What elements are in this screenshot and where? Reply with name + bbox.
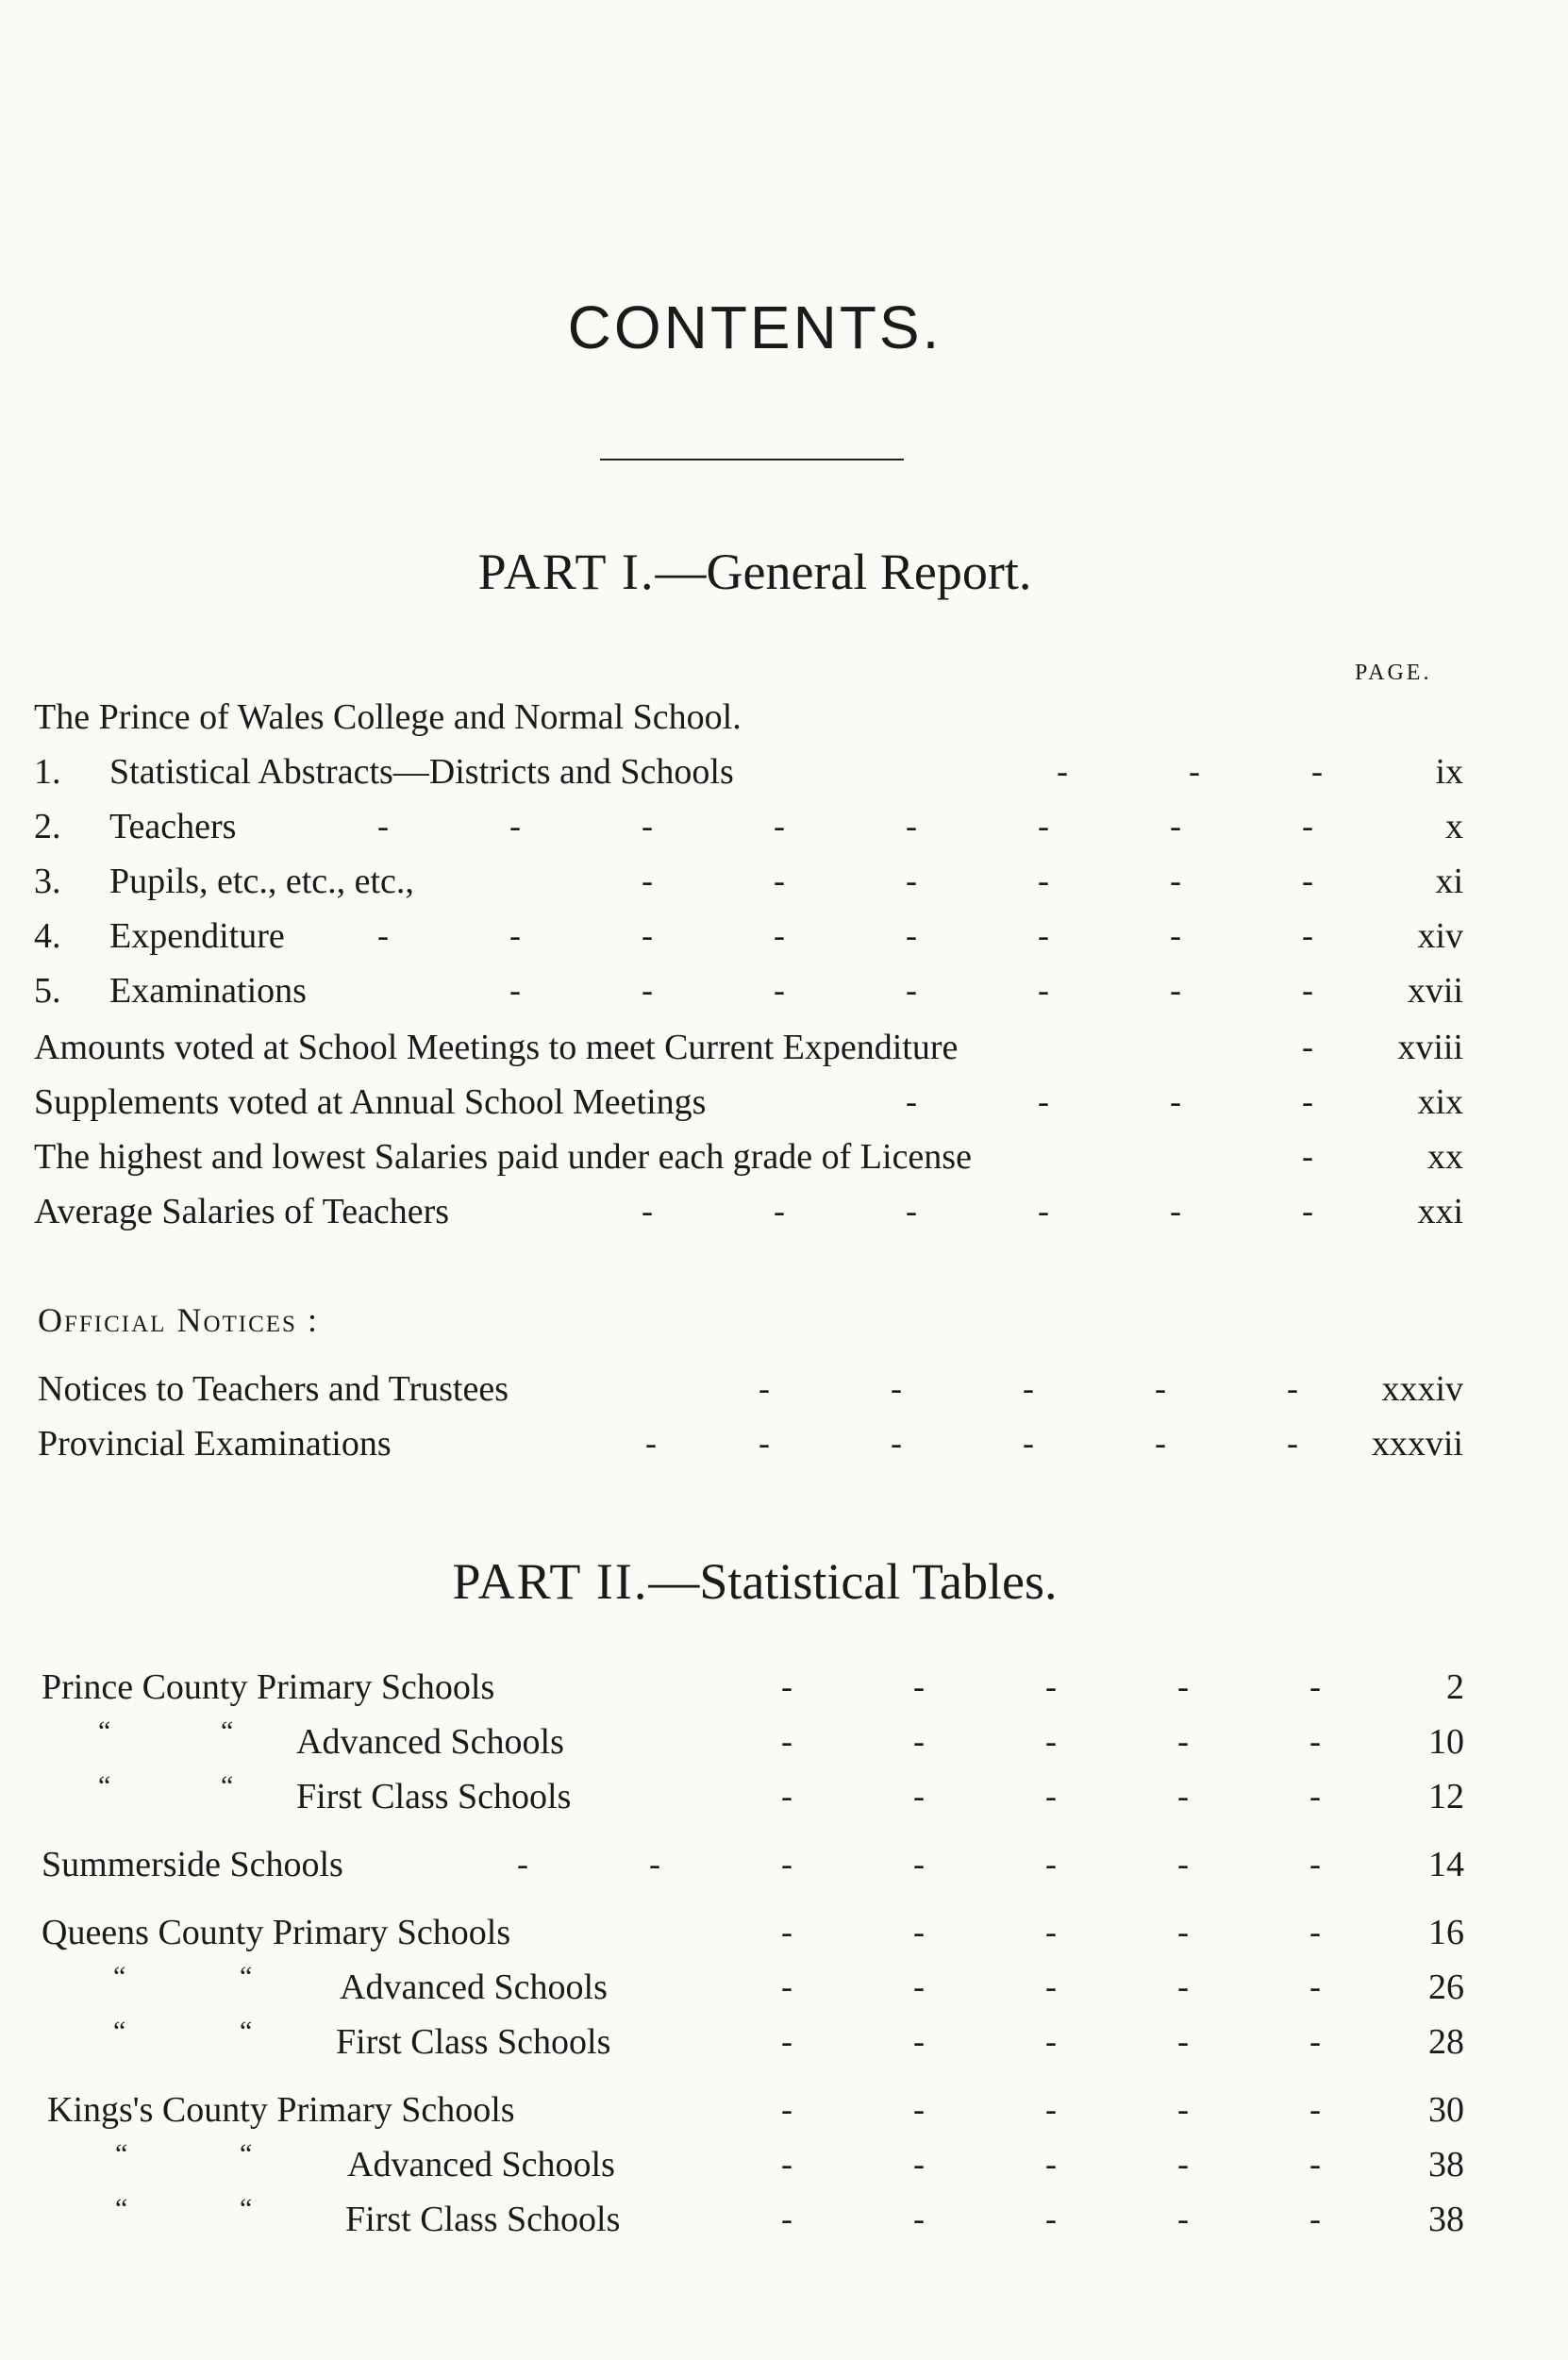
leader-dash: - [1309,1722,1321,1760]
leader-dash: - [1177,1845,1189,1883]
ditto-mark: “ [240,2016,253,2047]
page-title: CONTENTS. [567,293,942,361]
toc-row [42,1961,1513,2021]
part2-lead: PART II. [452,1553,649,1610]
toc-row-title: Pupils, etc., etc., etc., [109,862,414,901]
leader-dash: - [642,971,653,1009]
leader-dash: - [1302,1028,1313,1065]
toc-row-title: Teachers [109,807,237,846]
toc-row-title: Supplements voted at Annual School Meetings [34,1082,707,1122]
leader-dash: - [906,1082,917,1120]
leader-dash: - [509,807,521,845]
leader-dash: - [1177,1722,1189,1760]
toc-row-page: 14 [1428,1845,1464,1884]
toc-row-title: Examinations [109,971,307,1011]
leader-dash: - [649,1845,660,1883]
leader-dash: - [1038,1192,1049,1230]
leader-dash: - [1309,1845,1321,1883]
leader-dash: - [1155,1424,1166,1462]
toc-row-page: xi [1435,862,1463,901]
leader-dash: - [774,916,785,954]
leader-dash: - [781,2022,792,2060]
leader-dash: - [891,1424,902,1462]
leader-dash: - [1045,2022,1057,2060]
toc-row-page: x [1445,807,1463,846]
toc-row [34,1027,1506,1081]
ditto-mark: “ [98,1716,111,1747]
toc-row-title: Advanced Schools [296,1722,564,1762]
toc-row [34,1191,1506,1246]
leader-dash: - [509,971,521,1009]
toc-row [34,970,1506,1025]
toc-row-title: Amounts voted at School Meetings to meet Current Expenditure [34,1028,959,1067]
toc-row-title: First Class Schools [336,2022,611,2062]
leader-dash: - [1045,2090,1057,2128]
leader-dash: - [1309,2090,1321,2128]
leader-dash: - [1155,1369,1166,1407]
leader-dash: - [1045,1913,1057,1950]
toc-row-page: xxxvii [1371,1424,1463,1464]
leader-dash: - [1045,1845,1057,1883]
leader-dash: - [1170,971,1181,1009]
toc-row-title: Prince County Primary Schools [42,1667,495,1707]
leader-dash: - [1045,2145,1057,2183]
ditto-mark: “ [240,2193,253,2224]
leader-dash: - [1045,1777,1057,1815]
toc-row-page: 38 [1428,2200,1464,2239]
toc-row-page: 26 [1428,1967,1464,2007]
toc-row-page: 2 [1446,1667,1464,1707]
toc-row-number: 1. [34,752,61,792]
toc-row-title: Statistical Abstracts—Districts and Schools [109,752,734,792]
toc-row-page: xxi [1417,1192,1463,1231]
toc-row [42,1912,1513,1967]
toc-row [34,1136,1506,1191]
ditto-mark: “ [240,2138,253,2169]
leader-dash: - [1302,807,1313,845]
toc-row-title: The highest and lowest Salaries paid under each grade of License [34,1137,972,1177]
leader-dash: - [1057,752,1068,790]
leader-dash: - [781,1777,792,1815]
leader-dash: - [906,862,917,899]
leader-dash: - [1177,2200,1189,2237]
official-notices-label: Official Notices : [38,1301,319,1339]
leader-dash: - [1038,1082,1049,1120]
leader-dash: - [781,2090,792,2128]
leader-dash: - [1177,1777,1189,1815]
leader-dash: - [1309,2145,1321,2183]
toc-row-title: First Class Schools [345,2200,621,2239]
leader-dash: - [906,1192,917,1230]
official-notices-heading [38,1300,1510,1355]
leader-dash: - [645,1424,657,1462]
part1-rest: —General Report. [655,544,1032,600]
toc-row-title: Summerside Schools [42,1845,343,1884]
leader-dash: - [1302,862,1313,899]
title-rule [600,459,904,460]
toc-row-page: xiv [1417,916,1463,956]
leader-dash: - [906,971,917,1009]
leader-dash: - [781,2200,792,2237]
leader-dash: - [1309,1777,1321,1815]
leader-dash: - [891,1369,902,1407]
ditto-mark: “ [221,1770,234,1801]
toc-row [42,1844,1513,1899]
leader-dash: - [1170,1082,1181,1120]
leader-dash: - [774,1192,785,1230]
leader-dash: - [642,916,653,954]
ditto-mark: “ [115,2138,128,2169]
leader-dash: - [1170,916,1181,954]
leader-dash: - [1302,916,1313,954]
toc-row-page: 28 [1428,2022,1464,2062]
toc-row [38,1423,1510,1478]
leader-dash: - [1302,971,1313,1009]
leader-dash: - [642,862,653,899]
leader-dash: - [1302,1192,1313,1230]
leader-dash: - [781,1722,792,1760]
leader-dash: - [913,1967,925,2005]
toc-row-title: Kings's County Primary Schools [47,2090,515,2130]
leader-dash: - [913,1845,925,1883]
leader-dash: - [781,1845,792,1883]
leader-dash: - [642,1192,653,1230]
toc-row [34,751,1506,806]
ditto-mark: “ [115,2193,128,2224]
part2-rest: —Statistical Tables. [648,1553,1058,1610]
leader-dash: - [913,1722,925,1760]
toc-row-page: 12 [1428,1777,1464,1816]
leader-dash: - [913,1667,925,1705]
leader-dash: - [774,862,785,899]
part1-lead: PART I. [477,544,656,600]
toc-row-title: Advanced Schools [347,2145,615,2184]
ditto-mark: “ [240,1961,253,1992]
leader-dash: - [913,2090,925,2128]
leader-dash: - [774,971,785,1009]
toc-row [34,806,1506,861]
page-column-header: PAGE. [1355,661,1432,685]
leader-dash: - [1311,752,1323,790]
leader-dash: - [1302,1082,1313,1120]
leader-dash: - [1189,752,1200,790]
leader-dash: - [1023,1424,1034,1462]
toc-row [42,1770,1513,1831]
toc-row [38,1368,1510,1423]
toc-row-page: xvii [1407,971,1463,1011]
leader-dash: - [1177,1667,1189,1705]
leader-dash: - [1170,807,1181,845]
leader-dash: - [1287,1424,1298,1462]
leader-dash: - [1170,1192,1181,1230]
leader-dash: - [1038,862,1049,899]
leader-dash: - [377,807,389,845]
leader-dash: - [377,916,389,954]
leader-dash: - [642,807,653,845]
leader-dash: - [913,2145,925,2183]
leader-dash: - [1309,1667,1321,1705]
leader-dash: - [913,1913,925,1950]
leader-dash: - [1038,916,1049,954]
toc-row-title: Average Salaries of Teachers [34,1192,450,1231]
toc-row-title: Advanced Schools [340,1967,608,2007]
ditto-mark: “ [221,1716,234,1747]
intro-text: The Prince of Wales College and Normal School. [34,697,742,737]
toc-row-title: Notices to Teachers and Trustees [38,1369,509,1409]
leader-dash: - [759,1369,770,1407]
leader-dash: - [1170,862,1181,899]
ditto-mark: “ [98,1770,111,1801]
leader-dash: - [1023,1369,1034,1407]
leader-dash: - [759,1424,770,1462]
leader-dash: - [913,1777,925,1815]
toc-row-page: xxxiv [1381,1369,1463,1409]
leader-dash: - [1309,2022,1321,2060]
leader-dash: - [1177,1913,1189,1950]
leader-dash: - [509,916,521,954]
leader-dash: - [517,1845,528,1883]
toc-row-page: 16 [1428,1913,1464,1952]
part1-heading [0,543,1510,601]
toc-row [42,1716,1513,1776]
toc-row-page: xviii [1397,1028,1463,1067]
leader-dash: - [1045,1722,1057,1760]
ditto-mark: “ [113,2016,126,2047]
leader-dash: - [913,2200,925,2237]
toc-row-title: Expenditure [109,916,285,956]
leader-dash: - [774,807,785,845]
leader-dash: - [1287,1369,1298,1407]
leader-dash: - [1177,2145,1189,2183]
toc-row [34,915,1506,970]
part2-heading [0,1552,1510,1611]
leader-dash: - [781,2145,792,2183]
leader-dash: - [781,1913,792,1950]
toc-row [47,2138,1519,2199]
toc-row [34,1081,1506,1136]
leader-dash: - [1177,2090,1189,2128]
toc-row-page: 30 [1428,2090,1464,2130]
leader-dash: - [906,916,917,954]
leader-dash: - [1045,2200,1057,2237]
toc-row-page: xix [1417,1082,1463,1122]
leader-dash: - [1302,1137,1313,1175]
toc-row-number: 2. [34,807,61,846]
toc-row [47,2193,1519,2253]
toc-row-page: 10 [1428,1722,1464,1762]
leader-dash: - [1177,1967,1189,2005]
leader-dash: - [1309,1913,1321,1950]
toc-row-page: xx [1427,1137,1463,1177]
leader-dash: - [781,1967,792,2005]
leader-dash: - [1038,807,1049,845]
ditto-mark: “ [113,1961,126,1992]
toc-row-number: 4. [34,916,61,956]
toc-row [34,861,1506,915]
toc-row-number: 3. [34,862,61,901]
toc-row [42,2016,1513,2076]
toc-row-page: ix [1435,752,1463,792]
leader-dash: - [1045,1667,1057,1705]
leader-dash: - [906,807,917,845]
leader-dash: - [1038,971,1049,1009]
toc-row-number: 5. [34,971,61,1011]
toc-row [47,2089,1519,2144]
leader-dash: - [1177,2022,1189,2060]
leader-dash: - [781,1667,792,1705]
leader-dash: - [1045,1967,1057,2005]
toc-row-title: Queens County Primary Schools [42,1913,511,1952]
toc-row-title: Provincial Examinations [38,1424,392,1464]
toc-row-page: 38 [1428,2145,1464,2184]
leader-dash: - [1309,1967,1321,2005]
toc-row [42,1666,1513,1721]
leader-dash: - [1309,2200,1321,2237]
leader-dash: - [913,2022,925,2060]
toc-row-title: First Class Schools [296,1777,572,1816]
